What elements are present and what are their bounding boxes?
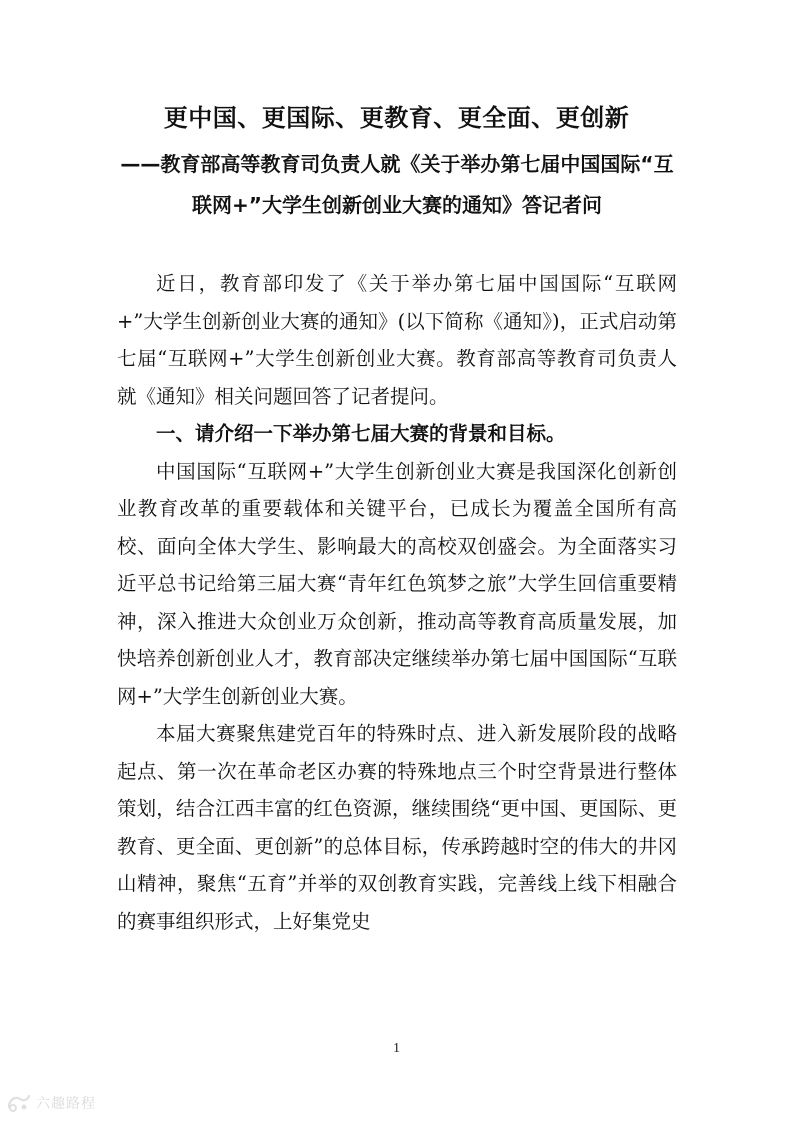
section-heading-1: 一、请介绍一下举办第七届大赛的背景和目标。 (156, 422, 566, 445)
document-subtitle: ——教育部高等教育司负责人就《关于举办第七届中国国际“互联网+”大学生创新创业大赛的通知》答记者问 (120, 152, 674, 217)
page-number: 1 (393, 1041, 400, 1056)
document-body (117, 265, 677, 940)
paragraph-background: 中国国际“互联网+”大学生创新创业大赛是我国深化创新创业教育改革的重要载体和关键平台，已成长为覆盖全国所有高校、面向全体大学生、影响最大的高校双创盛会。为全面落实习近平总书记给第三届大赛“青年红色筑梦之旅”大学生回信重要精神，深入推进大众创业万众创新，推动高等教育高质量发展，加快培养创新创业人才，教育部决定继续举办第七届中国国际“互联网+”大学生创新创业大赛。 (117, 459, 677, 708)
watermark-text: 六趣路程 (36, 1096, 96, 1112)
document-title: 更中国、更国际、更教育、更全面、更创新 (163, 104, 630, 132)
watermark-logo-icon (6, 1093, 32, 1113)
watermark (6, 1093, 96, 1113)
paragraph-intro: 近日，教育部印发了《关于举办第七届中国国际“互联网+”大学生创新创业大赛的通知》(以下简称《通知》)，正式启动第七届“互联网+”大学生创新创业大赛。教育部高等教育司负责人就《通知》相关问题回答了记者提问。 (117, 272, 677, 408)
paragraph-goals: 本届大赛聚焦建党百年的特殊时点、进入新发展阶段的战略起点、第一次在革命老区办赛的特殊地点三个时空背景进行整体策划，结合江西丰富的红色资源，继续围绕“更中国、更国际、更教育、更全面、更创新”的总体目标，传承跨越时空的伟大的井冈山精神，聚焦“五育”并举的双创教育实践，完善线上线下相融合的赛事组织形式，上好集党史 (117, 722, 677, 933)
